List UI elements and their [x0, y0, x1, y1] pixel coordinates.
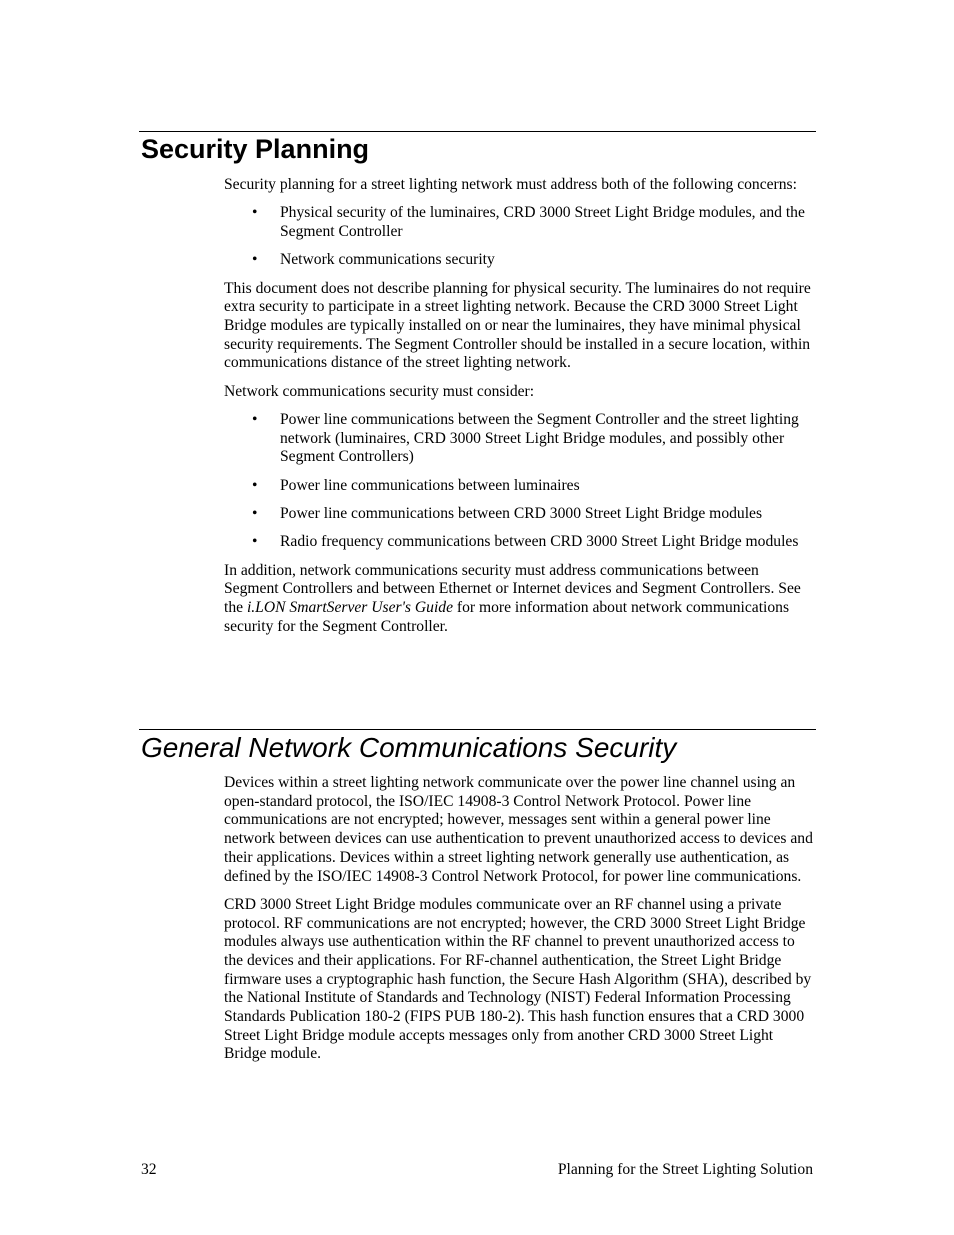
physical-security-paragraph: This document does not describe planning for physical security. The luminaires do not require extra security to participate in a street lighting network. Because the CRD 3000 Street Light Bridge modules are typically installed on or near the luminaires, they have minimal physical security requirements. The Segment Controller should be installed in a secure location, within communications distance of the street lighting network.: [224, 279, 811, 372]
intro-paragraph: Security planning for a street lighting network must address both of the following concerns:: [224, 176, 797, 193]
subsection-body: [224, 774, 816, 1074]
consider-intro: Network communications security must consider:: [224, 382, 535, 400]
section-rule: [139, 131, 816, 132]
section-heading: Security Planning: [141, 134, 370, 164]
bullet-icon: •: [252, 505, 258, 522]
guide-title: i.LON SmartServer User's Guide: [246, 599, 453, 616]
bullet-icon: •: [252, 476, 258, 494]
list-item: [224, 477, 816, 496]
considerations-list: [224, 411, 816, 552]
list-item: [224, 533, 816, 552]
bullet-icon: •: [252, 204, 258, 222]
bullet-icon: •: [252, 251, 258, 269]
section-rule: [139, 729, 816, 730]
list-item-text: Radio frequency communications between CRD 3000 Street Light Bridge modules: [280, 533, 799, 551]
bullet-icon: •: [252, 533, 258, 551]
rf-paragraph: CRD 3000 Street Light Bridge modules communicate over an RF channel using a private protocol. RF communications are not encrypted; however, the CRD 3000 Street Light Bridge modules always use authentication within the RF channel to prevent unauthorized access to the devices and their applications. For RF-channel authentication, the Street Light Bridge firmware uses a cryptographic hash function, the Secure Hash Algorithm (SHA), described by the National Institute of Standards and Technology (NIST) Federal Information Processing Standards Publication 180-2 (FIPS PUB 180-2). This hash function ensures that a CRD 3000 Street Light Bridge module accepts messages only from another CRD 3000 Street Light Bridge module.: [224, 895, 812, 1063]
addition-paragraph: [224, 562, 816, 637]
page-number: 32: [141, 1161, 157, 1178]
list-item-text: Power line communications between the Segment Controller and the street lighting network (luminaires, CRD 3000 Street Light Bridge modules, and possibly other Segment Controllers): [280, 411, 799, 466]
bullet-icon: •: [252, 411, 258, 428]
list-item: [224, 505, 816, 524]
list-item: [224, 411, 816, 467]
addition-text-end: for more information about network communications security for the Segment Controller.: [224, 599, 790, 635]
list-item-text: Physical security of the luminaires, CRD 3000 Street Light Bridge modules, and the Segment Controller: [280, 204, 805, 240]
concerns-list: [224, 204, 816, 270]
list-item-text: Power line communications between CRD 3000 Street Light Bridge modules: [280, 505, 763, 522]
list-item: [224, 204, 816, 241]
list-item: [224, 251, 816, 270]
footer-chapter-title: Planning for the Street Lighting Solution: [557, 1161, 813, 1178]
subsection-heading: General Network Communications Security: [141, 732, 677, 763]
addition-text-start: In addition, network communications security must address communications between Segment Controllers and between Ethernet or Internet devices and Segment Controllers. See the: [224, 561, 801, 616]
power-line-paragraph: Devices within a street lighting network communicate over the power line channel using an open-standard protocol, the ISO/IEC 14908-3 Control Network Protocol. Power line communications are not encrypted; however, messages sent within a general power line network between devices can use authentication to prevent unauthorized access to devices and their applications. Devices within a street lighting network generally use authentication, as defined by the ISO/IEC 14908-3 Control Network Protocol, for power line communications.: [224, 774, 813, 885]
list-item-text: Network communications security: [280, 251, 495, 269]
list-item-text: Power line communications between luminaires: [280, 476, 580, 494]
section-body: [224, 176, 816, 646]
